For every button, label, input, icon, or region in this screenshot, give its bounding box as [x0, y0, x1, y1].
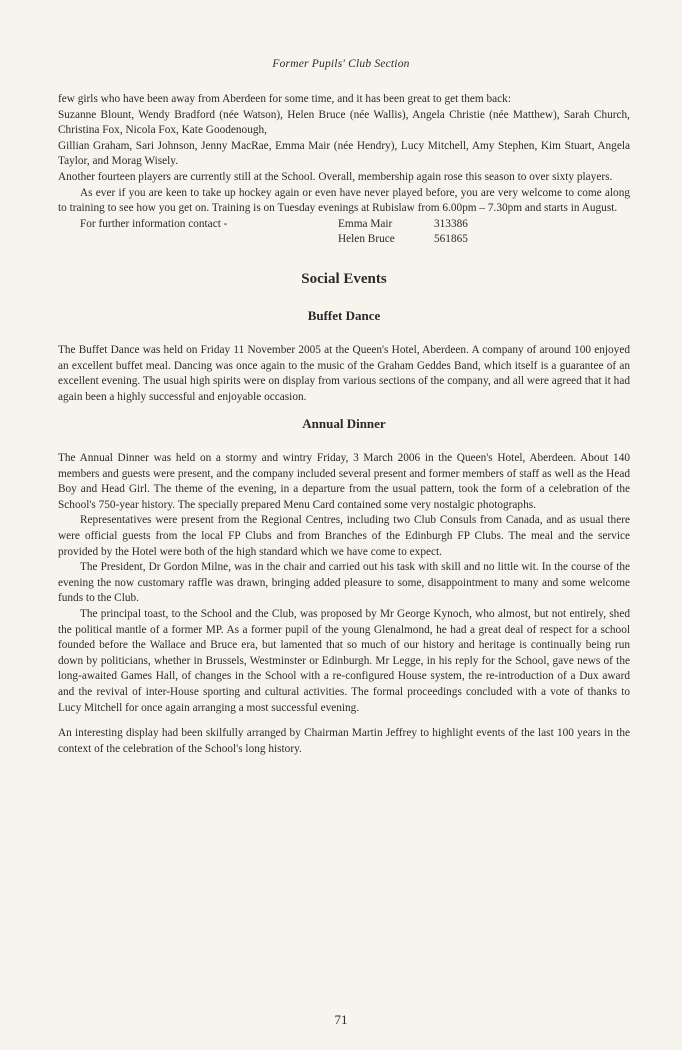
buffet-paragraph: The Buffet Dance was held on Friday 11 November 2005 at the Queen's Hotel, Aberdeen. A company of around 100 enjoyed an excellent buffet meal. Dancing was once again to the music of the Graham Geddes Band, which itself is a guarantee of an excellent evening. The usual high spirits were on display from various sections of the company, and all were agreed that it had again been a highly successful and enjoyable occasion. [58, 344, 630, 403]
section-heading-social-events: Social Events [301, 270, 387, 287]
dinner-paragraph-5: An interesting display had been skilfully arranged by Chairman Martin Jeffrey to highlight events of the last 100 years in the context of the celebration of the School's long history. [58, 727, 630, 755]
subheading-buffet-dance: Buffet Dance [307, 307, 381, 323]
page-body [58, 92, 630, 757]
page-number: 71 [334, 1012, 348, 1027]
contact-block [80, 217, 630, 248]
contact-label: For further information contact - [80, 217, 228, 230]
contact-phone-2: 561865 [434, 233, 468, 246]
hockey-player-list-2: Gillian Graham, Sari Johnson, Jenny MacRae, Emma Mair (née Hendry), Lucy Mitchell, Amy Stephen, Kim Stuart, Angela Taylor, and Morag Wisely. [58, 139, 630, 168]
contact-phone-1: 313386 [434, 217, 468, 230]
hockey-player-list-1: Suzanne Blount, Wendy Bradford (née Watson), Helen Bruce (née Wallis), Angela Christie (née Matthew), Sarah Church, Christina Fox, Nicola Fox, Kate Goodenough, [58, 108, 630, 137]
hockey-paragraph-membership: Another fourteen players are currently still at the School. Overall, membership again rose this season to over sixty players. [58, 170, 613, 183]
dinner-paragraph-1: The Annual Dinner was held on a stormy and wintry Friday, 3 March 2006 in the Queen's Hotel, Aberdeen. About 140 members and guests were present, and the company included several present and former members of staff as well as the Head Boy and Head Girl. The theme of the evening, in a departure from the usual pattern, took the form of a celebration of the School's 750-year history. The specially prepared Menu Card contained some very nostalgic photographs. [58, 452, 630, 511]
dinner-paragraph-2: Representatives were present from the Regional Centres, including two Club Consuls from Canada, and as usual there were official guests from the local FP Clubs and from Branches of the Edinburgh FP Clubs. The meal and the service provided by the Hotel were both of the high standard which we have come to expect. [58, 514, 630, 558]
contact-name-1: Emma Mair [338, 217, 393, 230]
dinner-paragraph-3: The President, Dr Gordon Milne, was in the chair and carried out his task with skill and no little wit. In the course of the evening the now customary raffle was drawn, bringing added pleasure to some, disappointment to many and some welcome funds to the Club. [58, 561, 630, 605]
subheading-annual-dinner: Annual Dinner [302, 415, 386, 431]
contact-name-2: Helen Bruce [338, 233, 395, 246]
hockey-paragraph-training: As ever if you are keen to take up hockey again or even have never played before, you are very welcome to come along to training to see how you get on. Training is on Tuesday evenings at Rubislaw from 6.00pm – 7.30pm and starts in August. [58, 186, 630, 215]
running-header: Former Pupils' Club Section [272, 58, 410, 70]
hockey-paragraph-1: few girls who have been away from Aberdeen for some time, and it has been great to get them back: [58, 93, 511, 105]
dinner-paragraph-4: The principal toast, to the School and the Club, was proposed by Mr George Kynoch, who almost, but not entirely, shed the political mantle of a former MP. As a former pupil of the young Glenalmond, he had a great deal of respect for a school founded before the Wallace and Bruce era, but lamented that so much of our history and heritage is continually being run down by politicians, whether in Brussels, Westminster or Edinburgh. Mr Legge, in his reply for the School, gave news of the long-awaited Games Hall, of changes in the School with a re-configured House system, the re-introduction of a Dux award and the revival of inter-House sporting and cultural activities. The formal proceedings concluded with a vote of thanks to Lucy Mitchell for once again arranging a most successful evening. [58, 608, 630, 714]
